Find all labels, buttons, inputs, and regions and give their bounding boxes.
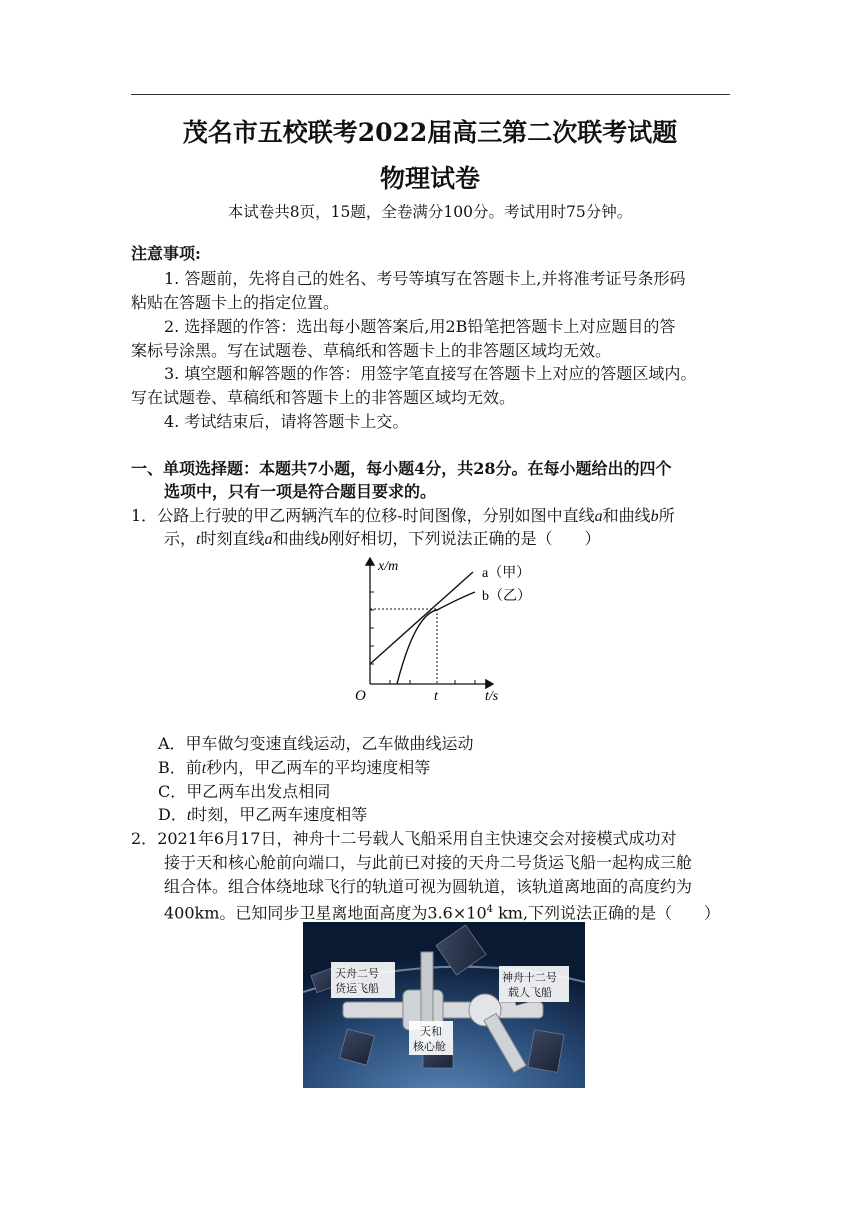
note-line: 2. 选择题的作答：选出每小题答案后,用2B铅笔把答题卡上对应题目的答 [164, 317, 676, 336]
var-a: a [264, 531, 273, 548]
note-line: 写在试题卷、草稿纸和答题卡上的非答题区域均无效。 [131, 388, 516, 407]
exam-subtitle: 物理试卷 [379, 164, 480, 193]
photo-label-shenzhou: 神舟十二号 [502, 971, 557, 984]
var-t: t [186, 807, 192, 824]
exponent: 4 [486, 904, 493, 915]
option-b-text: B．前 [158, 758, 202, 777]
x-axis-label: t/s [485, 689, 499, 704]
y-axis-label: x/m [378, 559, 399, 574]
line-a [370, 572, 473, 664]
question-2-line-1 [131, 828, 676, 850]
origin-label: O [355, 688, 366, 704]
option-d-text: 时刻，甲乙两车速度相等 [191, 805, 368, 824]
option-a: A．甲车做匀变速直线运动，乙车做曲线运动 [158, 734, 474, 753]
q1-text: 刚好相切，下列说法正确的是（ ） [328, 529, 601, 548]
q1-text: 示， [164, 529, 197, 548]
option-b [158, 757, 430, 780]
exam-info: 本试卷共8页，15题，全卷满分100分。考试用时75分钟。 [227, 203, 633, 221]
var-t: t [201, 760, 207, 777]
var-b: b [320, 531, 329, 548]
question-number: 2． [131, 829, 158, 848]
question-1-line-2 [164, 528, 601, 551]
photo-label-shenzhou: 载人飞船 [508, 986, 552, 999]
question-2-line-3: 组合体。组合体绕地球飞行的轨道可视为圆轨道，该轨道离地面的高度约为 [164, 877, 693, 896]
q1-text: 所 [658, 506, 675, 525]
note-line: 4. 考试结束后，请将答题卡上交。 [164, 412, 409, 431]
photo-label-tianhe: 天和 [420, 1025, 442, 1038]
header-rule [131, 94, 730, 95]
var-a: a [594, 508, 603, 525]
q1-text: 时刻直线 [200, 529, 265, 548]
question-2-line-2: 接于天和核心舱前向端口，与此前已对接的天舟二号货运飞船一起构成三舱 [164, 853, 693, 872]
q1-text: 和曲线 [602, 506, 651, 525]
question-1-line-1 [131, 505, 675, 528]
note-line: 案标号涂黑。写在试题卷、草稿纸和答题卡上的非答题区域均无效。 [131, 341, 612, 360]
option-d [158, 804, 367, 827]
exam-title: 茂名市五校联考2022届高三第二次联考试题 [182, 118, 678, 147]
var-b: b [650, 508, 659, 525]
photo-label-tianzhou: 天舟二号 [335, 967, 379, 980]
option-c: C．甲乙两车出发点相同 [158, 782, 331, 801]
note-line: 1. 答题前，先将自己的姓名、考号等填写在答题卡上,并将准考证号条形码 [164, 269, 686, 288]
section-heading-cont: 选项中，只有一项是符合题目要求的。 [164, 482, 437, 501]
notes-heading: 注意事项: [131, 244, 201, 263]
note-line: 3. 填空题和解答题的作答：用签字笔直接写在答题卡上对应的答题区域内。 [164, 364, 697, 383]
question-number: 1． [131, 506, 158, 525]
q1-text: 和曲线 [272, 529, 321, 548]
space-station-photo [303, 922, 585, 1088]
q2-text: 2021年6月17日，神舟十二号载人飞船采用自主快速交会对接模式成功对 [157, 829, 677, 848]
var-t: t [196, 531, 201, 548]
t-tick-label: t [434, 689, 438, 704]
q1-text: 公路上行驶的甲乙两辆汽车的位移-时间图像，分别如图中直线 [157, 506, 595, 525]
note-line: 粘贴在答题卡上的指定位置。 [131, 293, 340, 312]
q2-text: km,下列说法正确的是（ ） [493, 903, 721, 923]
option-b-text: 秒内，甲乙两车的平均速度相等 [206, 758, 431, 777]
option-d-text: D． [158, 805, 187, 824]
q2-text: 400km。已知同步卫星离地面高度为3.6×10 [164, 903, 487, 923]
label-a: a（甲） [482, 566, 531, 581]
label-b: b（乙） [482, 589, 531, 604]
question-2-line-4 [164, 899, 720, 924]
photo-label-tianzhou: 货运飞船 [335, 982, 379, 995]
photo-label-tianhe: 核心舱 [413, 1040, 446, 1053]
section-heading: 一、单项选择题：本题共7小题，每小题4分，共28分。在每小题给出的四个 [131, 459, 672, 478]
position-time-graph [345, 552, 545, 707]
